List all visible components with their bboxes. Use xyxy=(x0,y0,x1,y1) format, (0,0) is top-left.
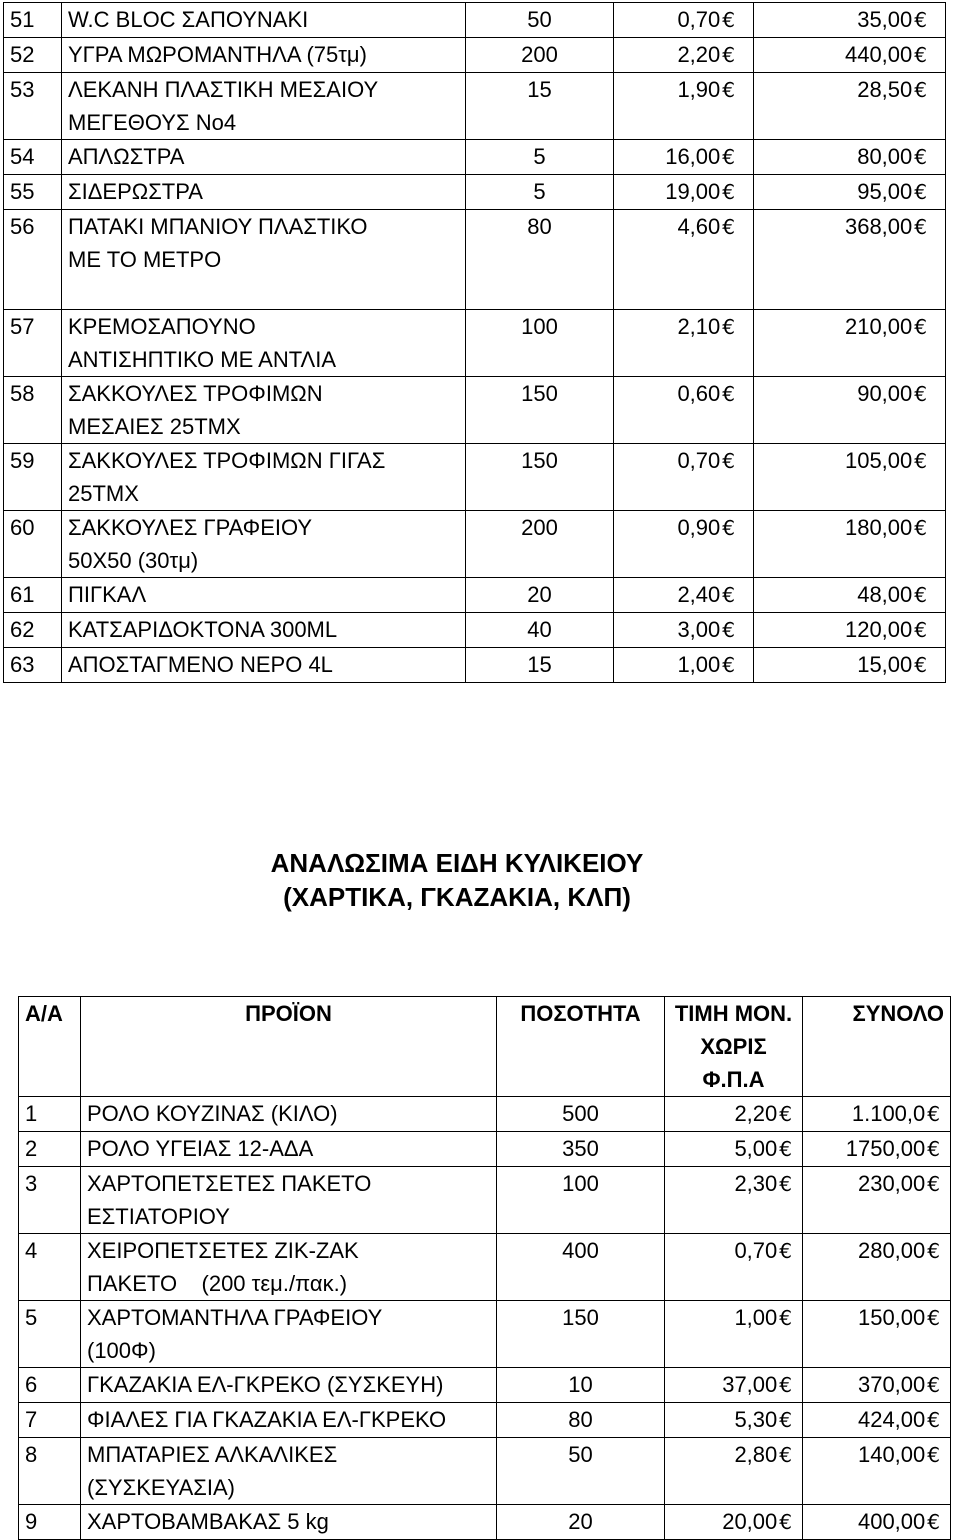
unit-price xyxy=(665,1403,803,1438)
product-name xyxy=(81,1132,497,1167)
euro-icon: € xyxy=(927,1443,940,1467)
line-total-value: 140,00 xyxy=(857,1442,926,1467)
product-name-line: ΕΣΤΙΑΤΟΡΙΟΥ xyxy=(87,1204,230,1229)
euro-icon: € xyxy=(927,1102,940,1126)
line-total xyxy=(754,511,946,578)
product-name-line: ΥΓΡΑ ΜΩΡΟΜΑΝΤΗΛΑ (75τμ) xyxy=(68,42,367,67)
row-number: 60 xyxy=(4,511,62,578)
product-name xyxy=(62,578,466,613)
line-total-value: 440,00 xyxy=(844,42,913,67)
table-row xyxy=(4,578,946,613)
line-total-value: 48,00 xyxy=(857,582,913,607)
header-product: ΠΡΟΪΟΝ xyxy=(81,997,497,1097)
euro-icon: € xyxy=(722,516,735,540)
row-number: 51 xyxy=(4,3,62,38)
table-row xyxy=(4,310,946,377)
euro-icon: € xyxy=(722,215,735,239)
unit-price-value: 20,00 xyxy=(722,1509,778,1534)
unit-price-value: 2,40 xyxy=(677,582,721,607)
unit-price xyxy=(614,210,754,310)
line-total-value: 90,00 xyxy=(857,381,913,406)
quantity: 150 xyxy=(466,444,614,511)
row-number: 56 xyxy=(4,210,62,310)
header-unit-price xyxy=(665,997,803,1097)
euro-icon: € xyxy=(779,1443,792,1467)
product-name-line xyxy=(68,276,459,309)
product-name-line: W.C BLOC ΣΑΠΟΥΝΑΚΙ xyxy=(68,7,309,32)
line-total-value: 105,00 xyxy=(844,448,913,473)
product-name-line: ΡΟΛΟ ΚΟΥΖΙΝΑΣ (ΚΙΛΟ) xyxy=(87,1101,338,1126)
unit-price-value: 2,10 xyxy=(677,314,721,339)
product-name-line: ΣΙΔΕΡΩΣΤΡΑ xyxy=(68,179,203,204)
unit-price xyxy=(614,444,754,511)
unit-price-value: 2,20 xyxy=(734,1101,778,1126)
product-name xyxy=(62,175,466,210)
product-name xyxy=(81,1167,497,1234)
product-name xyxy=(62,38,466,73)
quantity: 150 xyxy=(466,377,614,444)
product-name-line: ΑΠΛΩΣΤΡΑ xyxy=(68,144,185,169)
section-heading-line2: (ΧΑΡΤΙΚΑ, ΓΚΑΖΑΚΙΑ, ΚΛΠ) xyxy=(283,882,631,912)
row-number: 53 xyxy=(4,73,62,140)
euro-icon: € xyxy=(722,43,735,67)
quantity: 20 xyxy=(466,578,614,613)
table-row xyxy=(4,140,946,175)
row-number: 9 xyxy=(19,1505,81,1540)
line-total xyxy=(754,175,946,210)
line-total-value: 120,00 xyxy=(844,617,913,642)
quantity: 350 xyxy=(497,1132,665,1167)
unit-price xyxy=(665,1505,803,1540)
product-name-line: ΡΟΛΟ ΥΓΕΙΑΣ 12-ΑΔΑ xyxy=(87,1136,314,1161)
product-name xyxy=(62,648,466,683)
line-total-value: 368,00 xyxy=(844,214,913,239)
unit-price-value: 5,00 xyxy=(734,1136,778,1161)
euro-icon: € xyxy=(914,8,927,32)
product-name-line: (ΣΥΣΚΕΥΑΣΙΑ) xyxy=(87,1475,235,1500)
quantity: 5 xyxy=(466,175,614,210)
unit-price-value: 1,00 xyxy=(734,1305,778,1330)
unit-price-value: 0,60 xyxy=(677,381,721,406)
quantity: 15 xyxy=(466,648,614,683)
euro-icon: € xyxy=(927,1306,940,1330)
table-row xyxy=(4,511,946,578)
product-name xyxy=(81,1301,497,1368)
product-name xyxy=(62,210,466,310)
products-table-1 xyxy=(3,2,946,683)
unit-price xyxy=(614,38,754,73)
line-total xyxy=(803,1301,951,1368)
euro-icon: € xyxy=(927,1172,940,1196)
product-name-line: (100Φ) xyxy=(87,1338,156,1363)
euro-icon: € xyxy=(722,382,735,406)
table-row xyxy=(4,613,946,648)
line-total xyxy=(803,1505,951,1540)
line-total xyxy=(803,1438,951,1505)
euro-icon: € xyxy=(779,1510,792,1534)
line-total xyxy=(754,3,946,38)
unit-price-value: 1,00 xyxy=(677,652,721,677)
table-row xyxy=(19,1234,951,1301)
product-name-line: ΧΕΙΡΟΠΕΤΣΕΤΕΣ ΖΙΚ-ΖΑΚ xyxy=(87,1238,359,1263)
table-row xyxy=(4,73,946,140)
table-row xyxy=(19,1132,951,1167)
product-name xyxy=(81,1403,497,1438)
euro-icon: € xyxy=(722,653,735,677)
table-row xyxy=(19,1301,951,1368)
row-number: 63 xyxy=(4,648,62,683)
row-number: 8 xyxy=(19,1438,81,1505)
product-name xyxy=(62,613,466,648)
table-row xyxy=(4,38,946,73)
table-row xyxy=(4,377,946,444)
table-row xyxy=(19,1505,951,1540)
line-total-value: 210,00 xyxy=(844,314,913,339)
quantity: 20 xyxy=(497,1505,665,1540)
euro-icon: € xyxy=(722,145,735,169)
euro-icon: € xyxy=(779,1239,792,1263)
unit-price xyxy=(614,648,754,683)
product-name-line: ΧΑΡΤΟΠΕΤΣΕΤΕΣ ΠΑΚΕΤΟ xyxy=(87,1171,372,1196)
unit-price xyxy=(665,1301,803,1368)
quantity: 40 xyxy=(466,613,614,648)
table-header-row xyxy=(19,997,951,1097)
table-row xyxy=(19,1438,951,1505)
table-row xyxy=(4,444,946,511)
line-total xyxy=(754,613,946,648)
row-number: 57 xyxy=(4,310,62,377)
euro-icon: € xyxy=(779,1102,792,1126)
product-name-line: ΚΡΕΜΟΣΑΠΟΥΝΟ xyxy=(68,314,256,339)
row-number: 54 xyxy=(4,140,62,175)
line-total-value: 280,00 xyxy=(857,1238,926,1263)
product-name xyxy=(81,1234,497,1301)
euro-icon: € xyxy=(914,78,927,102)
header-no: Α/Α xyxy=(19,997,81,1097)
quantity: 50 xyxy=(466,3,614,38)
quantity: 200 xyxy=(466,511,614,578)
row-number: 5 xyxy=(19,1301,81,1368)
line-total xyxy=(803,1097,951,1132)
euro-icon: € xyxy=(779,1172,792,1196)
line-total-value: 150,00 xyxy=(857,1305,926,1330)
euro-icon: € xyxy=(927,1408,940,1432)
row-number: 2 xyxy=(19,1132,81,1167)
line-total xyxy=(803,1167,951,1234)
product-name-line: ΑΠΟΣΤΑΓΜΕΝΟ ΝΕΡΟ 4L xyxy=(68,652,333,677)
unit-price xyxy=(665,1097,803,1132)
product-name-line: ΚΑΤΣΑΡΙΔΟΚΤΟΝΑ 300ML xyxy=(68,617,338,642)
line-total xyxy=(754,210,946,310)
row-number: 3 xyxy=(19,1167,81,1234)
quantity: 80 xyxy=(466,210,614,310)
line-total xyxy=(754,377,946,444)
quantity: 50 xyxy=(497,1438,665,1505)
unit-price xyxy=(614,511,754,578)
product-name xyxy=(81,1438,497,1505)
euro-icon: € xyxy=(722,8,735,32)
product-name-line: ΧΑΡΤΟΜΑΝΤΗΛΑ ΓΡΑΦΕΙΟΥ xyxy=(87,1305,383,1330)
euro-icon: € xyxy=(914,43,927,67)
product-name-line: ΛΕΚΑΝΗ ΠΛΑΣΤΙΚΗ ΜΕΣΑΙΟΥ xyxy=(68,77,379,102)
row-number: 52 xyxy=(4,38,62,73)
euro-icon: € xyxy=(779,1137,792,1161)
table-row xyxy=(4,210,946,310)
quantity: 500 xyxy=(497,1097,665,1132)
line-total xyxy=(754,73,946,140)
unit-price xyxy=(614,578,754,613)
unit-price-value: 0,90 xyxy=(677,515,721,540)
row-number: 62 xyxy=(4,613,62,648)
products-table-2 xyxy=(18,996,951,1540)
euro-icon: € xyxy=(927,1510,940,1534)
product-name-line: ΠΑΤΑΚΙ ΜΠΑΝΙΟΥ ΠΛΑΣΤΙΚΟ xyxy=(68,214,368,239)
euro-icon: € xyxy=(914,583,927,607)
line-total xyxy=(754,38,946,73)
product-name xyxy=(81,1368,497,1403)
unit-price-value: 5,30 xyxy=(734,1407,778,1432)
product-name-line: ΣΑΚΚΟΥΛΕΣ ΓΡΑΦΕΙΟΥ xyxy=(68,515,313,540)
unit-price-value: 0,70 xyxy=(677,448,721,473)
unit-price xyxy=(665,1438,803,1505)
product-name-line: ΣΑΚΚΟΥΛΕΣ ΤΡΟΦΙΜΩΝ ΓΙΓΑΣ xyxy=(68,448,386,473)
products-table-2-body xyxy=(19,1097,951,1540)
product-name-line: ΠΙΓΚΑΛ xyxy=(68,582,147,607)
line-total-value: 424,00 xyxy=(857,1407,926,1432)
line-total xyxy=(803,1234,951,1301)
row-number: 4 xyxy=(19,1234,81,1301)
product-name-line: ΜΕ ΤΟ ΜΕΤΡΟ xyxy=(68,247,222,272)
unit-price xyxy=(665,1368,803,1403)
product-name xyxy=(62,310,466,377)
table-row xyxy=(4,648,946,683)
product-name xyxy=(62,140,466,175)
line-total xyxy=(754,444,946,511)
unit-price-value: 2,20 xyxy=(677,42,721,67)
euro-icon: € xyxy=(914,516,927,540)
product-name-line: ΑΝΤΙΣΗΠΤΙΚΟ ΜΕ ΑΝΤΛΙΑ xyxy=(68,347,337,372)
line-total xyxy=(754,310,946,377)
line-total-value: 28,50 xyxy=(857,77,913,102)
line-total xyxy=(754,140,946,175)
unit-price-value: 1,90 xyxy=(677,77,721,102)
euro-icon: € xyxy=(779,1373,792,1397)
row-number: 7 xyxy=(19,1403,81,1438)
product-name-line: ΣΑΚΚΟΥΛΕΣ ΤΡΟΦΙΜΩΝ xyxy=(68,381,323,406)
table-row xyxy=(19,1403,951,1438)
euro-icon: € xyxy=(722,618,735,642)
table-row xyxy=(4,175,946,210)
unit-price xyxy=(614,613,754,648)
euro-icon: € xyxy=(914,449,927,473)
euro-icon: € xyxy=(914,315,927,339)
unit-price-value: 2,30 xyxy=(734,1171,778,1196)
line-total-value: 35,00 xyxy=(857,7,913,32)
unit-price-value: 0,70 xyxy=(734,1238,778,1263)
unit-price xyxy=(614,140,754,175)
product-name xyxy=(62,377,466,444)
euro-icon: € xyxy=(779,1306,792,1330)
unit-price xyxy=(614,175,754,210)
product-name-line: ΜΕΣΑΙΕΣ 25ΤΜΧ xyxy=(68,414,241,439)
product-name-line: 50Χ50 (30τμ) xyxy=(68,548,199,573)
quantity: 5 xyxy=(466,140,614,175)
line-total xyxy=(754,648,946,683)
euro-icon: € xyxy=(914,180,927,204)
line-total-value: 180,00 xyxy=(844,515,913,540)
euro-icon: € xyxy=(914,215,927,239)
product-name xyxy=(62,73,466,140)
unit-price-value: 19,00 xyxy=(665,179,721,204)
line-total-value: 80,00 xyxy=(857,144,913,169)
line-total-value: 95,00 xyxy=(857,179,913,204)
quantity: 200 xyxy=(466,38,614,73)
unit-price-value: 2,80 xyxy=(734,1442,778,1467)
row-number: 58 xyxy=(4,377,62,444)
table-row xyxy=(19,1097,951,1132)
product-name xyxy=(81,1505,497,1540)
line-total-value: 230,00 xyxy=(857,1171,926,1196)
euro-icon: € xyxy=(914,653,927,677)
unit-price xyxy=(665,1132,803,1167)
product-name xyxy=(81,1097,497,1132)
line-total xyxy=(803,1403,951,1438)
section-heading xyxy=(0,846,914,914)
product-name-line: ΠΑΚΕΤΟ (200 τεμ./πακ.) xyxy=(87,1271,348,1296)
products-table-1-body xyxy=(4,3,946,683)
euro-icon: € xyxy=(927,1373,940,1397)
euro-icon: € xyxy=(914,382,927,406)
header-quantity: ΠΟΣΟΤΗΤΑ xyxy=(497,997,665,1097)
line-total-value: 15,00 xyxy=(857,652,913,677)
euro-icon: € xyxy=(722,78,735,102)
euro-icon: € xyxy=(779,1408,792,1432)
quantity: 100 xyxy=(497,1167,665,1234)
unit-price xyxy=(614,310,754,377)
line-total-value: 1750,00 xyxy=(845,1136,926,1161)
line-total-value: 1.100,0 xyxy=(851,1101,926,1126)
unit-price xyxy=(614,3,754,38)
euro-icon: € xyxy=(914,145,927,169)
line-total-value: 370,00 xyxy=(857,1372,926,1397)
unit-price xyxy=(665,1167,803,1234)
quantity: 80 xyxy=(497,1403,665,1438)
row-number: 1 xyxy=(19,1097,81,1132)
quantity: 10 xyxy=(497,1368,665,1403)
euro-icon: € xyxy=(927,1239,940,1263)
quantity: 150 xyxy=(497,1301,665,1368)
row-number: 61 xyxy=(4,578,62,613)
product-name-line: ΜΠΑΤΑΡΙΕΣ ΑΛΚΑΛΙΚΕΣ xyxy=(87,1442,338,1467)
product-name-line: ΦΙΑΛΕΣ ΓΙΑ ΓΚΑΖΑΚΙΑ ΕΛ-ΓΚΡΕΚΟ xyxy=(87,1407,447,1432)
unit-price-value: 37,00 xyxy=(722,1372,778,1397)
header-unit-price-line2: ΧΩΡΙΣ Φ.Π.Α xyxy=(700,1034,767,1092)
header-total: ΣΥΝΟΛΟ xyxy=(803,997,951,1097)
unit-price-value: 0,70 xyxy=(677,7,721,32)
row-number: 55 xyxy=(4,175,62,210)
table-row xyxy=(4,3,946,38)
unit-price-value: 3,00 xyxy=(677,617,721,642)
product-name xyxy=(62,3,466,38)
euro-icon: € xyxy=(927,1137,940,1161)
section-heading-line1: ΑΝΑΛΩΣΙΜΑ ΕΙΔΗ ΚΥΛΙΚΕΙΟΥ xyxy=(270,848,644,878)
unit-price-value: 16,00 xyxy=(665,144,721,169)
line-total-value: 400,00 xyxy=(857,1509,926,1534)
product-name-line: 25ΤΜΧ xyxy=(68,481,139,506)
euro-icon: € xyxy=(722,583,735,607)
product-name-line: ΜΕΓΕΘΟΥΣ Νο4 xyxy=(68,110,237,135)
header-unit-price-line1: ΤΙΜΗ ΜΟΝ. xyxy=(674,1001,793,1026)
quantity: 400 xyxy=(497,1234,665,1301)
table-row xyxy=(19,1167,951,1234)
line-total xyxy=(803,1368,951,1403)
row-number: 6 xyxy=(19,1368,81,1403)
table-row xyxy=(19,1368,951,1403)
quantity: 15 xyxy=(466,73,614,140)
product-name xyxy=(62,444,466,511)
unit-price xyxy=(614,73,754,140)
unit-price xyxy=(665,1234,803,1301)
product-name-line: ΧΑΡΤΟΒΑΜΒΑΚΑΣ 5 kg xyxy=(87,1509,329,1534)
quantity: 100 xyxy=(466,310,614,377)
line-total xyxy=(803,1132,951,1167)
euro-icon: € xyxy=(722,180,735,204)
product-name-line: ΓΚΑΖΑΚΙΑ ΕΛ-ΓΚΡΕΚΟ (ΣΥΣΚΕΥΗ) xyxy=(87,1372,444,1397)
unit-price-value: 4,60 xyxy=(677,214,721,239)
euro-icon: € xyxy=(722,449,735,473)
euro-icon: € xyxy=(914,618,927,642)
unit-price xyxy=(614,377,754,444)
line-total xyxy=(754,578,946,613)
row-number: 59 xyxy=(4,444,62,511)
euro-icon: € xyxy=(722,315,735,339)
product-name xyxy=(62,511,466,578)
